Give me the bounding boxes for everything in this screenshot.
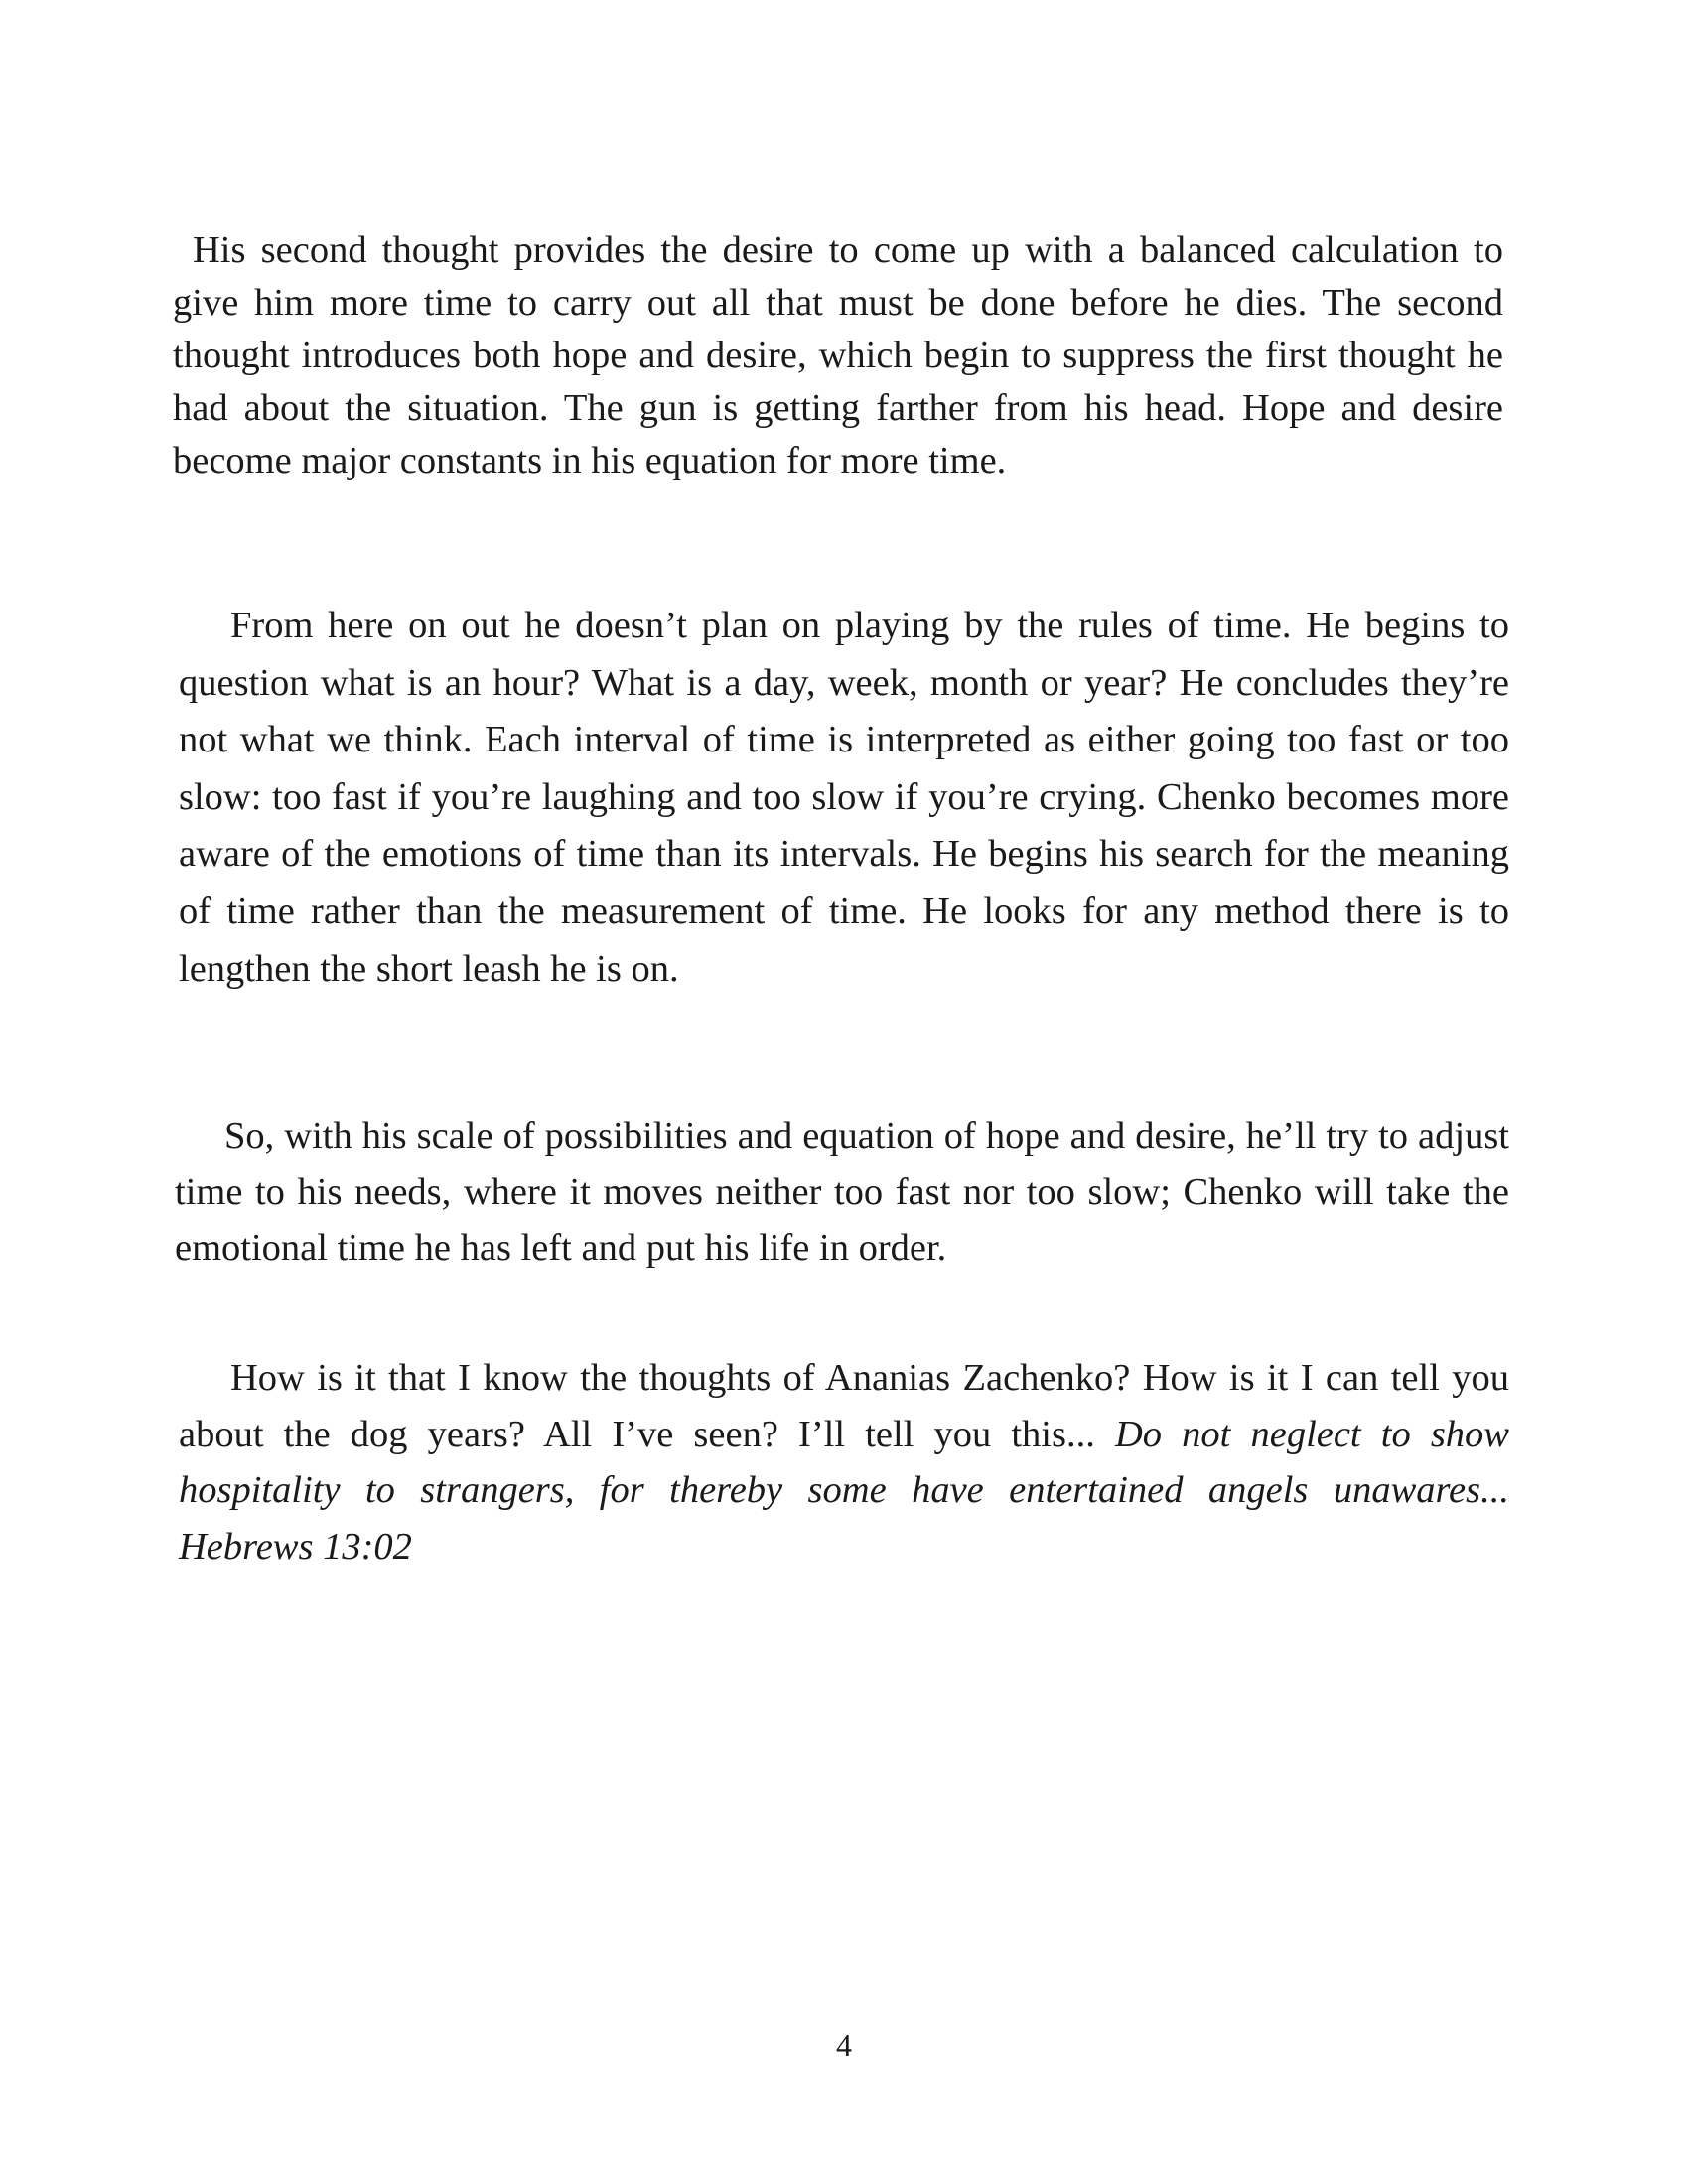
paragraph-1: His second thought provides the desire to come up with a balanced calculation to give him more time to carry out all that must be done before he dies. The second thought introduces both hope and desire, which begin to suppress the first thought he had about the situation. The gun is getting farther from his head. Hope and desire become major constants in his equation for more time. <box>173 229 1503 481</box>
scripture-quote: Do not neglect to show hospitality to strangers, for thereby some have entertained angels unawares... Hebrews 13:02 <box>179 1413 1509 1568</box>
page-number: 4 <box>836 2027 852 2063</box>
paragraph-4-text: How is it that I know the thoughts of Ananias Zachenko? How is it I can tell you about the dog years? All I’ve seen? I’ll tell you this... <box>179 1357 1509 1455</box>
paragraph-4 <box>179 1350 1509 1574</box>
paragraph-3: So, with his scale of possibilities and equation of hope and desire, he’ll try to adjust time to his needs, where it moves neither too fast nor too slow; Chenko will take the emotional time he has left and put his life in order. <box>175 1115 1509 1269</box>
paragraph-2: From here on out he doesn’t plan on playing by the rules of time. He begins to question what is an hour? What is a day, week, month or year? He concludes they’re not what we think. Each interval of time is interpreted as either going too fast or too slow: too fast if you’re laughing and too slow if you’re crying. Chenko becomes more aware of the emotions of time than its intervals. He begins his search for the meaning of time rather than the measurement of time. He looks for any method there is to lengthen the short leash he is on. <box>179 605 1509 990</box>
